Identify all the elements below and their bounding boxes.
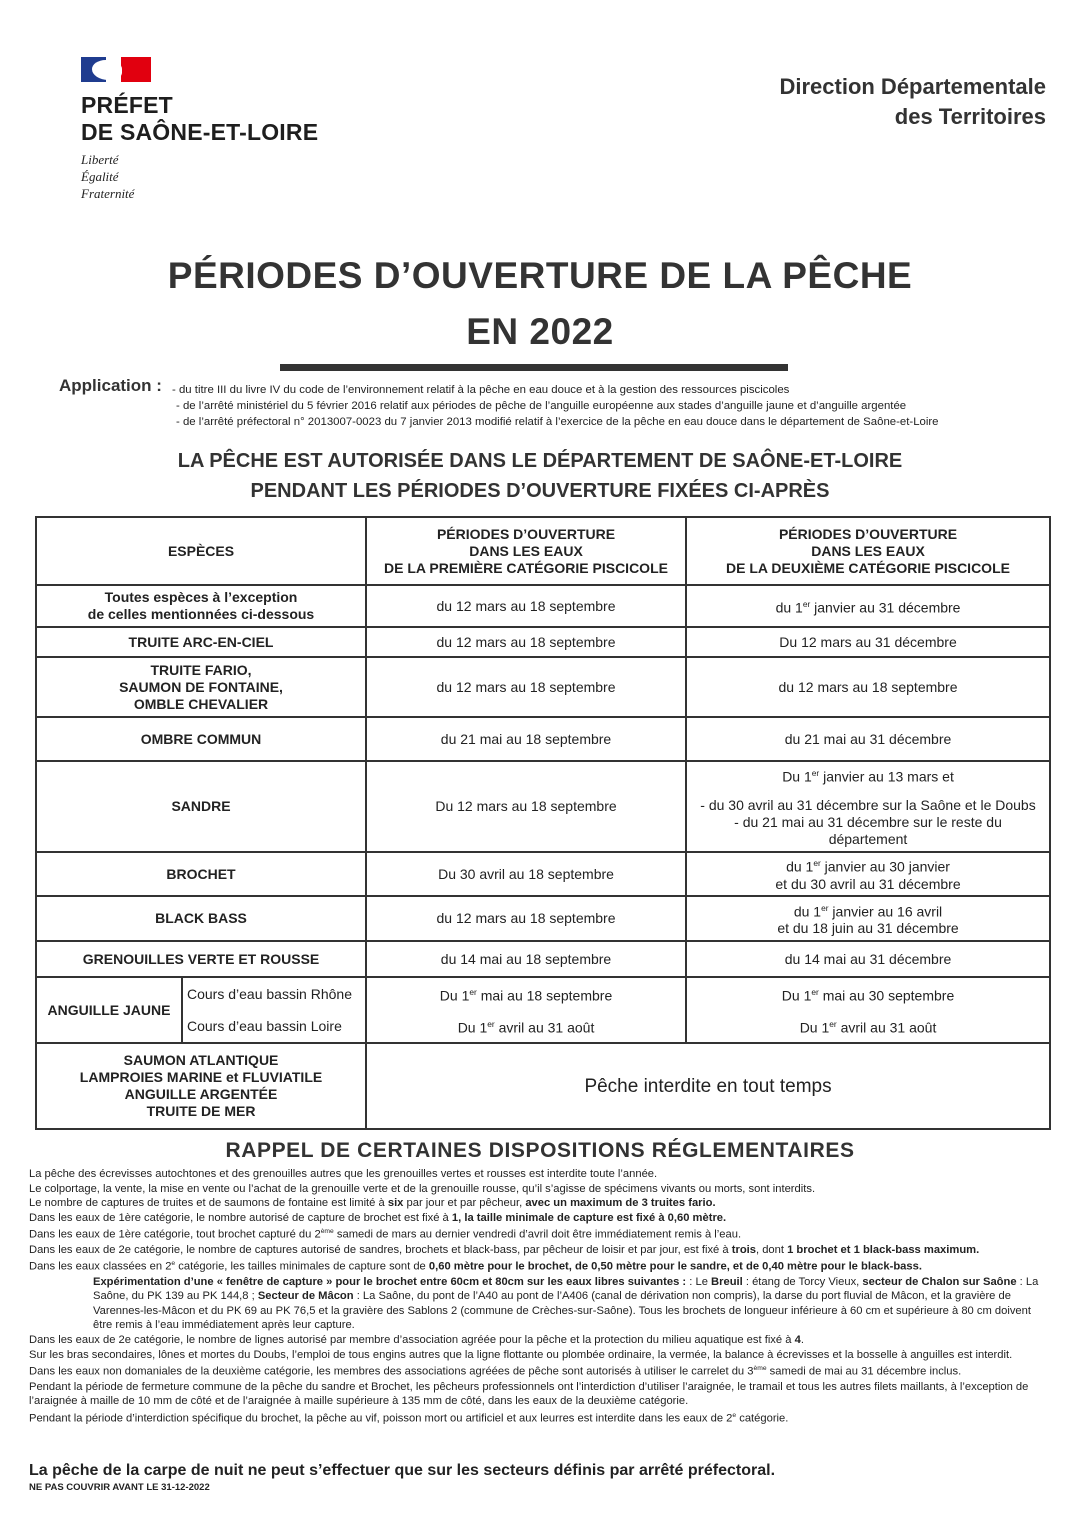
ordinal-sup: er xyxy=(802,598,811,609)
text-run-bold: avec un maximum de 3 truites fario. xyxy=(525,1197,716,1210)
text-run-bold: Breuil xyxy=(711,1275,743,1288)
title-line1: PÉRIODES D’OUVERTURE DE LA PÊCHE xyxy=(167,255,913,296)
species-cell: SANDRE xyxy=(36,761,366,852)
cat2-cell: du 21 mai au 31 décembre xyxy=(686,717,1050,761)
date-text: mai au 18 septembre xyxy=(476,987,613,1004)
species-line: ANGUILLE ARGENTÉE xyxy=(124,1086,278,1102)
species-cell xyxy=(36,1043,366,1129)
prefet-title xyxy=(81,92,318,146)
text-run: samedi de mars au dernier vendredi d’avril doit être immédiatement remis à l’eau. xyxy=(333,1229,742,1242)
rappel-paragraph xyxy=(29,1409,1047,1426)
header-especes: ESPÈCES xyxy=(36,517,366,585)
date-text: Du 1 xyxy=(439,987,470,1004)
species-line: SAUMON DE FONTAINE, xyxy=(119,678,283,695)
rappel-title: RAPPEL DE CERTAINES DISPOSITIONS RÉGLEMENTAIRES xyxy=(225,1139,855,1162)
date-line: - du 30 avril au 31 décembre sur la Saône et le Doubs xyxy=(700,797,1036,814)
cat2-cell xyxy=(686,585,1050,627)
application-item: - du titre III du livre IV du code de l’environnement relatif à la pêche en eau douce et à la gestion des ressources piscicoles xyxy=(172,384,790,396)
text-run: : Le xyxy=(689,1275,712,1288)
application-list xyxy=(172,382,939,430)
page-title xyxy=(0,248,1080,360)
devise-fraternite: Fraternité xyxy=(81,186,135,201)
rappel-paragraph: Sur les bras secondaires, lônes et mortes du Doubs, l’emploi de tous engins autres que la ligne flottante ou plombée ordinaire, la vermée, la balance à écrevisses et la bosselle à anguilles est interdit. xyxy=(29,1348,1013,1361)
rappel-paragraph xyxy=(29,1243,1047,1258)
rappel-paragraph xyxy=(29,1225,1047,1242)
table-row xyxy=(36,657,1050,717)
table-row xyxy=(36,941,1050,977)
authorization-heading xyxy=(0,446,1080,506)
date-text: avril au 31 août xyxy=(836,1019,937,1036)
text-run-bold: 4 xyxy=(794,1334,801,1346)
cat1-cell xyxy=(366,1010,686,1043)
authorization-line2: PENDANT LES PÉRIODES D’OUVERTURE FIXÉES CI-APRÈS xyxy=(250,480,830,502)
header-cat2-line: PÉRIODES D’OUVERTURE xyxy=(778,525,958,542)
marianne-logo xyxy=(81,57,151,82)
text-run-bold: Expérimentation d’une « fenêtre de capture » pour le brochet entre 60cm et 80cm sur les eaux libres suivantes : xyxy=(93,1275,690,1288)
forbidden-cell: Pêche interdite en tout temps xyxy=(366,1043,1050,1129)
header-cat1-line: DANS LES EAUX xyxy=(469,542,583,559)
text-run: Dans les eaux non domaniales de la deuxième catégorie, les membres des associations agréées de pêche sont autorisés à utiliser le carrelet du 3 xyxy=(29,1365,754,1378)
rappel-paragraph xyxy=(29,1362,1047,1379)
cat1-cell: du 14 mai au 18 septembre xyxy=(366,941,686,977)
ordinal-sup: er xyxy=(811,986,819,997)
cat2-cell xyxy=(686,1010,1050,1043)
species-line: de celles mentionnées ci-dessous xyxy=(87,606,315,622)
header-cat2-line: DANS LES EAUX xyxy=(811,542,925,559)
text-run-bold: 1 brochet et 1 black-bass maximum. xyxy=(787,1243,980,1256)
species-line: TRUITE DE MER xyxy=(146,1103,256,1119)
text-run-bold: 1, la taille minimale de capture est fixé à 0,60 mètre. xyxy=(451,1211,727,1224)
ordinal-sup: er xyxy=(829,1018,837,1029)
species-line: LAMPROIES MARINE et FLUVIATILE xyxy=(79,1069,323,1085)
text-run-bold: secteur de Chalon sur Saône xyxy=(862,1275,1017,1288)
ordinal-sup: e xyxy=(732,1411,737,1419)
header-cat1 xyxy=(366,517,686,585)
date-line: département xyxy=(828,831,908,848)
devise xyxy=(81,151,134,202)
prefet-line1: PRÉFET xyxy=(81,92,173,118)
date-text: du 1 xyxy=(775,599,803,616)
date-text: janvier au 16 avril xyxy=(828,903,943,920)
table-row xyxy=(36,585,1050,627)
cat1-cell: du 21 mai au 18 septembre xyxy=(366,717,686,761)
species-line: SAUMON ATLANTIQUE xyxy=(123,1052,279,1068)
cat1-cell xyxy=(366,977,686,1010)
text-run: : La Saône, du PK 139 au PK 144,8 ; xyxy=(93,1275,1039,1303)
ordinal-sup: er xyxy=(821,902,829,913)
posting-notice: NE PAS COUVRIR AVANT LE 31-12-2022 xyxy=(29,1482,210,1493)
application-item: - de l’arrêté préfectoral n° 2013007-0023 du 7 janvier 2013 modifié relatif à l’exercice de la pêche en eau douce dans le département de Saône-et-Loire xyxy=(176,416,939,428)
date-text: janvier au 13 mars et xyxy=(819,768,954,785)
text-run: samedi de mai au 31 décembre inclus. xyxy=(766,1365,962,1378)
rappel-paragraph: La pêche des écrevisses autochtones et des grenouilles autres que les grenouilles vertes et rousses est interdite toute l’année. xyxy=(29,1168,658,1180)
prefet-line2: DE SAÔNE-ET-LOIRE xyxy=(81,119,319,145)
date-text: Du 1 xyxy=(782,768,812,785)
rappel-paragraph xyxy=(29,1257,1047,1274)
cat2-cell: du 14 mai au 31 décembre xyxy=(686,941,1050,977)
ddt-line2: des Territoires xyxy=(894,104,1046,129)
species-cell xyxy=(36,585,366,627)
date-text: Du 1 xyxy=(457,1019,488,1036)
text-run-bold: Secteur de Mâcon xyxy=(257,1290,354,1303)
species-line: OMBLE CHEVALIER xyxy=(133,695,269,712)
header-cat2 xyxy=(686,517,1050,585)
cat1-cell: du 12 mars au 18 septembre xyxy=(366,896,686,941)
species-cell: TRUITE ARC-EN-CIEL xyxy=(36,627,366,657)
text-run: : La Saône, du pont de l’A40 au pont de l’A406 (canal de dérivation non compris), la darse du port fluvial de Mâcon, et la gravière de Varennes-les-Mâcon et du PK 69 au PK 76,5 et la gravière des Sablons 2 (commune de Crèches-sur-Saône). Tous les brochets de longueur inférieure à 60 cm et supérieure à 80 cm doivent être remis à l’eau immédiatement après leur capture. xyxy=(93,1290,1031,1332)
text-run: . xyxy=(800,1334,804,1346)
table-row xyxy=(36,717,1050,761)
ordinal-sup: er xyxy=(813,858,821,869)
species-line: TRUITE FARIO, xyxy=(150,661,252,678)
rappel-paragraph xyxy=(29,1211,1047,1226)
ordinal-sup: er xyxy=(487,1018,495,1029)
text-run: par jour et par pêcheur, xyxy=(403,1197,526,1210)
rappel-text xyxy=(29,1167,1047,1426)
table-row xyxy=(36,896,1050,941)
species-cell: BROCHET xyxy=(36,852,366,896)
text-run: Le nombre de captures de truites et de saumons de fontaine est limité à xyxy=(29,1197,388,1210)
rappel-paragraph xyxy=(29,1333,1047,1348)
ordinal-sup: ème xyxy=(320,1228,334,1236)
date-line xyxy=(691,765,1045,786)
cat1-cell: du 12 mars au 18 septembre xyxy=(366,585,686,627)
ddt-heading xyxy=(779,72,1046,132)
ordinal-sup: er xyxy=(811,767,820,778)
text-run: Dans les eaux de 2e catégorie, le nombre de lignes autorisé par membre d’association agréée pour la pêche et la protection du milieu aquatique est fixé à xyxy=(29,1334,795,1346)
species-cell: BLACK BASS xyxy=(36,896,366,941)
basin-rhone-label: Cours d’eau bassin Rhône xyxy=(182,977,366,1010)
cat2-cell xyxy=(686,761,1050,852)
table-row xyxy=(36,852,1050,896)
text-run: catégorie. xyxy=(736,1412,789,1425)
table-row xyxy=(36,761,1050,852)
table-row xyxy=(36,977,1050,1010)
header-cat1-line: PÉRIODES D’OUVERTURE xyxy=(436,525,616,542)
date-line: et du 30 avril au 31 décembre xyxy=(775,875,961,892)
text-run: Dans les eaux de 1ère catégorie, le nombre autorisé de capture de brochet est fixé à xyxy=(29,1211,452,1224)
date-text: Du 1 xyxy=(781,987,812,1004)
cat2-cell: Du 12 mars au 31 décembre xyxy=(686,627,1050,657)
cat1-cell: Du 12 mars au 18 septembre xyxy=(366,761,686,852)
date-line xyxy=(691,855,1045,876)
species-line: Toutes espèces à l’exception xyxy=(104,589,298,605)
species-cell: OMBRE COMMUN xyxy=(36,717,366,761)
text-run: Pendant la période d’interdiction spécifique du brochet, la pêche au vif, poisson mort ou artificiel et aux leurres est interdite dans les eaux de 2 xyxy=(29,1412,733,1425)
basin-loire-label: Cours d’eau bassin Loire xyxy=(182,1010,366,1043)
date-text: avril au 31 août xyxy=(494,1019,595,1036)
species-cell: ANGUILLE JAUNE xyxy=(36,977,182,1043)
date-line xyxy=(691,900,1045,921)
species-cell: GRENOUILLES VERTE ET ROUSSE xyxy=(36,941,366,977)
text-run-bold: six xyxy=(387,1197,404,1210)
application-label: Application : xyxy=(59,376,162,395)
rappel-paragraph xyxy=(29,1275,1047,1333)
text-run-bold: trois xyxy=(731,1243,756,1256)
date-line: et du 18 juin au 31 décembre xyxy=(777,920,959,937)
rappel-paragraph: Pendant la période de fermeture commune de la pêche du sandre et Brochet, les pêcheurs professionnels ont l’interdiction d’utiliser l’araignée, le tramail et tous les autres filets maillants, à l’exception de l’araignée à maille de 10 mm de côté et de l’araignée à maille supérieure à 135 mm de côté, dans les eaux de la deuxième catégorie. xyxy=(29,1380,1029,1408)
species-cell xyxy=(36,657,366,717)
header-cat1-line: DE LA PREMIÈRE CATÉGORIE PISCICOLE xyxy=(384,559,668,576)
text-run: catégorie, les tailles minimales de capture sont de xyxy=(175,1261,429,1274)
devise-egalite: Égalité xyxy=(81,169,119,184)
title-divider xyxy=(280,364,788,371)
ordinal-sup: e xyxy=(171,1260,176,1268)
table-row xyxy=(36,627,1050,657)
date-text: du 1 xyxy=(793,903,822,920)
text-run: : étang de Torcy Vieux, xyxy=(742,1275,863,1288)
table-header-row xyxy=(36,517,1050,585)
date-text: janvier au 30 janvier xyxy=(820,858,950,875)
text-run-bold: 0,60 mètre pour le brochet, de 0,50 mètre pour le sandre, et de 0,40 mètre pour le black-bass. xyxy=(428,1261,922,1274)
date-text: du 1 xyxy=(786,858,814,875)
header-cat2-line: DE LA DEUXIÈME CATÉGORIE PISCICOLE xyxy=(726,559,1010,576)
cat2-cell xyxy=(686,852,1050,896)
devise-liberte: Liberté xyxy=(81,152,119,167)
ordinal-sup: ème xyxy=(753,1365,767,1373)
cat1-cell: Du 30 avril au 18 septembre xyxy=(366,852,686,896)
ordinal-sup: er xyxy=(469,986,477,997)
title-line2: EN 2022 xyxy=(466,311,614,352)
text-run: , dont xyxy=(755,1243,788,1256)
ddt-line1: Direction Départementale xyxy=(779,74,1046,99)
cat2-cell: du 12 mars au 18 septembre xyxy=(686,657,1050,717)
rappel-paragraph xyxy=(29,1196,1047,1211)
date-line: - du 21 mai au 31 décembre sur le reste du xyxy=(734,814,1002,831)
table-row xyxy=(36,1010,1050,1043)
rappel-paragraph: Le colportage, la vente, la mise en vente ou l’achat de la grenouille verte et de la grenouille rousse, qu’il s’agisse de spécimens vivants ou morts, sont interdits. xyxy=(29,1182,816,1195)
periods-table xyxy=(35,516,1051,1130)
authorization-line1: LA PÊCHE EST AUTORISÉE DANS LE DÉPARTEMENT DE SAÔNE-ET-LOIRE xyxy=(177,450,903,472)
cat2-cell xyxy=(686,896,1050,941)
date-text: janvier au 31 décembre xyxy=(810,599,961,616)
application-item: - de l’arrêté ministériel du 5 février 2016 relatif aux périodes de pêche de l’anguille européenne aux stades d’anguille jaune et d’anguille argentée xyxy=(176,400,907,412)
cat2-cell xyxy=(686,977,1050,1010)
text-run: Dans les eaux de 1ère catégorie, tout brochet capturé du 2 xyxy=(29,1229,321,1242)
table-row xyxy=(36,1043,1050,1129)
date-text: mai au 30 septembre xyxy=(818,987,955,1004)
text-run: Dans les eaux de 2e catégorie, le nombre de captures autorisé de sandres, brochets et black-bass, par pêcheur de loisir et par jour, est fixé à xyxy=(29,1243,732,1256)
cat1-cell: du 12 mars au 18 septembre xyxy=(366,657,686,717)
carpe-notice: La pêche de la carpe de nuit ne peut s’effectuer que sur les secteurs définis par arrêté préfectoral. xyxy=(29,1462,776,1479)
date-text: Du 1 xyxy=(799,1019,830,1036)
text-run: Dans les eaux classées en 2 xyxy=(29,1261,172,1274)
cat1-cell: du 12 mars au 18 septembre xyxy=(366,627,686,657)
